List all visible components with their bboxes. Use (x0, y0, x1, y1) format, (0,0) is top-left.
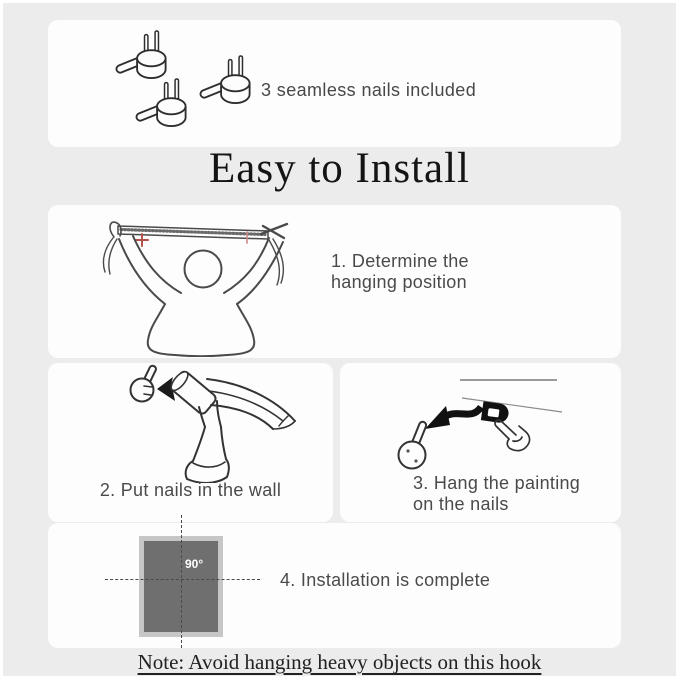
step3-card (340, 363, 621, 522)
step1-card (48, 205, 621, 358)
step2-card (48, 363, 333, 522)
step4-card (48, 523, 621, 648)
step4-label: 4. Installation is complete (280, 570, 491, 590)
hammer-and-nail-illustration (103, 363, 303, 483)
intro-label: 3 seamless nails included (261, 80, 477, 100)
crosshair-vertical-line (181, 515, 182, 648)
step3-label: 3. Hang the painting on the nails (413, 473, 581, 514)
wavy-arrow-icon (425, 406, 481, 429)
angle-label: 90° (185, 557, 204, 571)
seamless-nail-icon (199, 56, 249, 103)
person-holding-tape-illustration (93, 215, 313, 357)
nail-icon (399, 421, 428, 469)
step2-label: 2. Put nails in the wall (99, 480, 282, 500)
seamless-nail-icon (135, 79, 185, 126)
intro-card (48, 20, 621, 147)
seamless-nail-icon (115, 31, 165, 78)
step1-label: 1. Determine the hanging position (331, 251, 469, 292)
hammer-icon (168, 369, 295, 483)
note-text: Note: Avoid hanging heavy objects on this hook (137, 650, 542, 674)
pointing-hand-icon (495, 420, 530, 451)
crosshair-horizontal-line (105, 579, 260, 580)
measuring-tape-icon (118, 226, 268, 239)
page-title: Easy to Install (208, 145, 470, 192)
hang-painting-illustration (385, 371, 625, 481)
nail-icon (131, 365, 157, 402)
